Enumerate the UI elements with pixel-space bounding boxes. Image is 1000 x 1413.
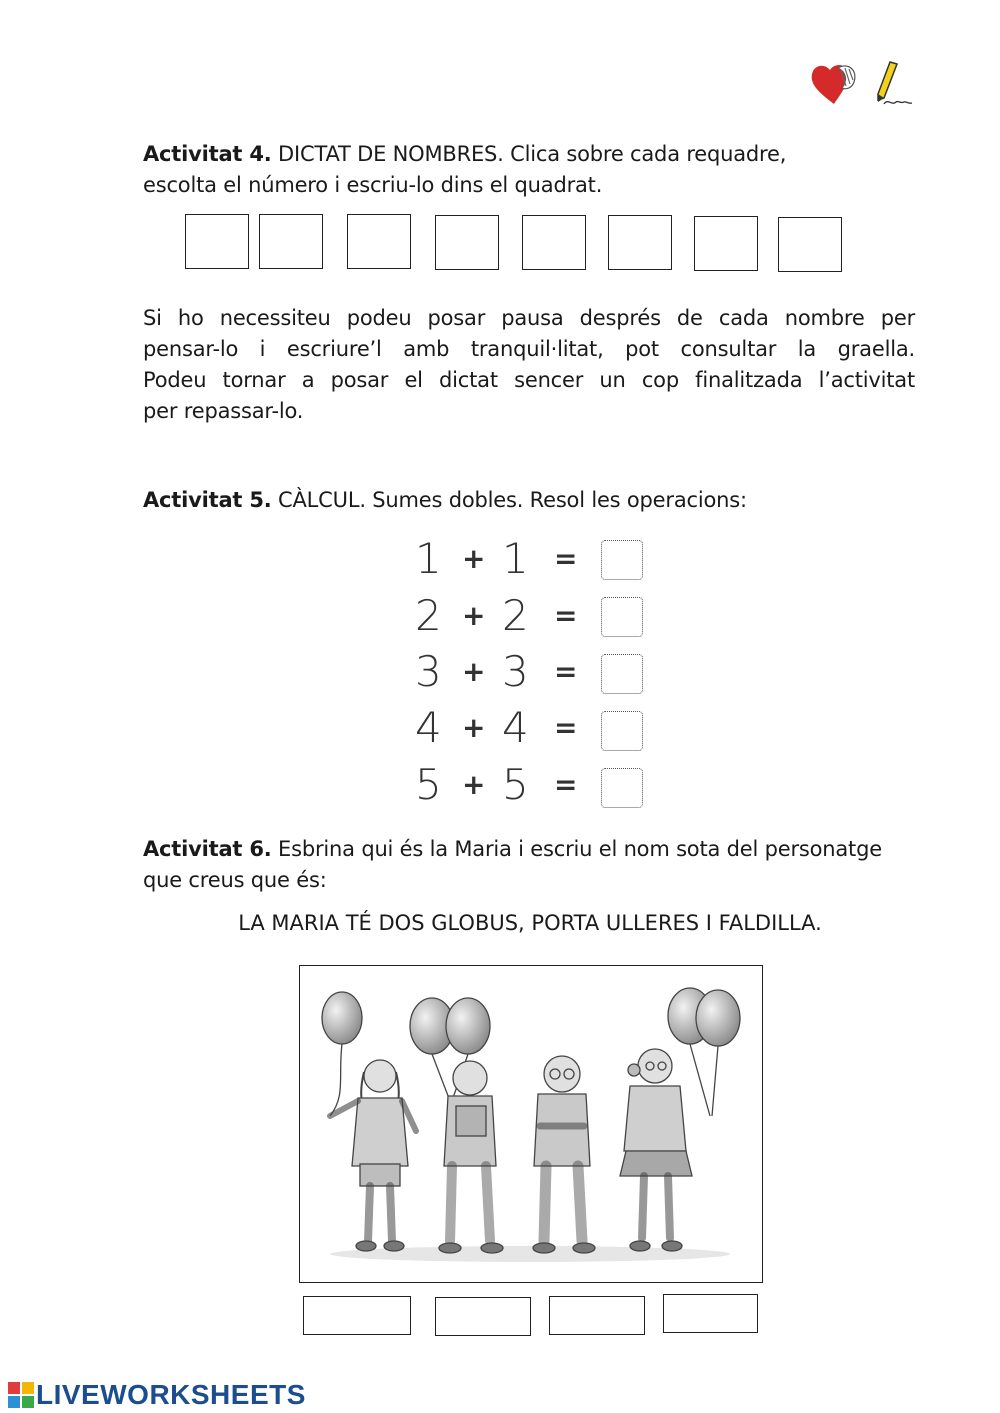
activity6-instruction-line1: Esbrina qui és la Maria i escriu el nom sota del personatge <box>271 837 882 861</box>
operation-row <box>410 648 590 696</box>
equals-sign: = <box>554 542 578 575</box>
child-2 <box>410 998 503 1253</box>
operation-row <box>410 535 590 583</box>
equals-sign: = <box>554 768 578 801</box>
operand-b: 1 <box>502 534 529 583</box>
operation-row <box>410 761 590 809</box>
operand-a: 2 <box>415 591 442 640</box>
note-line: per repassar-lo. <box>143 399 304 423</box>
heart-icon <box>808 60 860 108</box>
dictation-answer-box[interactable] <box>694 216 758 271</box>
activity4-note <box>143 303 915 427</box>
dictation-answer-box[interactable] <box>347 214 411 269</box>
child-1 <box>322 992 416 1251</box>
liveworksheets-grid-icon <box>8 1382 34 1408</box>
plus-sign: + <box>462 599 486 632</box>
child-4 <box>620 988 740 1251</box>
activity4-instruction-line1: DICTAT DE NOMBRES. Clica sobre cada requadre, <box>271 142 787 166</box>
sum-answer-box[interactable] <box>601 768 643 808</box>
children-illustration <box>299 965 763 1283</box>
equals-sign: = <box>554 711 578 744</box>
name-answer-box[interactable] <box>549 1296 645 1335</box>
name-answer-box[interactable] <box>663 1294 758 1333</box>
activity4-instruction-line2: escolta el número i escriu-lo dins el quadrat. <box>143 173 603 197</box>
activity4-title: Activitat 4. <box>143 142 272 166</box>
liveworksheets-brand: LIVEWORKSHEETS <box>36 1379 306 1410</box>
activity6-title: Activitat 6. <box>143 837 272 861</box>
activity6-instruction-line2: que creus que és: <box>143 868 327 892</box>
operand-a: 5 <box>415 760 442 809</box>
operand-a: 4 <box>415 703 442 752</box>
operand-b: 4 <box>502 703 529 752</box>
plus-sign: + <box>462 542 486 575</box>
dictation-answer-box[interactable] <box>778 217 842 272</box>
operand-a: 3 <box>415 647 442 696</box>
dictation-answer-box[interactable] <box>185 214 249 269</box>
liveworksheets-logo <box>8 1378 306 1412</box>
header-logo <box>808 58 918 110</box>
dictation-answer-box[interactable] <box>522 215 586 270</box>
activity4-instruction <box>143 139 923 201</box>
activity5-instruction <box>143 485 923 516</box>
note-line: pensar-lo i escriure’l amb tranquil·litat, pot consultar la graella. <box>143 337 915 361</box>
operand-b: 3 <box>502 647 529 696</box>
dictation-answer-box[interactable] <box>259 214 323 269</box>
equals-sign: = <box>554 599 578 632</box>
child-3 <box>533 1056 595 1253</box>
plus-sign: + <box>462 768 486 801</box>
sum-answer-box[interactable] <box>601 654 643 694</box>
plus-sign: + <box>462 711 486 744</box>
name-answer-box[interactable] <box>435 1297 531 1336</box>
dictation-answer-box[interactable] <box>608 215 672 270</box>
note-line: Podeu tornar a posar el dictat sencer un cop finalitzada l’activitat <box>143 368 915 392</box>
maria-clue: LA MARIA TÉ DOS GLOBUS, PORTA ULLERES I FALDILLA. <box>238 911 822 935</box>
plus-sign: + <box>462 655 486 688</box>
sum-answer-box[interactable] <box>601 711 643 751</box>
note-line: Si ho necessiteu podeu posar pausa després de cada nombre per <box>143 306 915 330</box>
operand-a: 1 <box>415 534 442 583</box>
operand-b: 2 <box>502 591 529 640</box>
operation-row <box>410 592 590 640</box>
equals-sign: = <box>554 655 578 688</box>
sum-answer-box[interactable] <box>601 597 643 637</box>
activity6-instruction <box>143 834 923 896</box>
dictation-answer-box[interactable] <box>435 215 499 270</box>
operand-b: 5 <box>502 760 529 809</box>
sum-answer-box[interactable] <box>601 540 643 580</box>
operation-row <box>410 704 590 752</box>
activity5-title: Activitat 5. <box>143 488 272 512</box>
activity5-instruction-text: CÀLCUL. Sumes dobles. Resol les operacions: <box>271 488 747 512</box>
name-answer-box[interactable] <box>303 1296 411 1335</box>
pencil-icon <box>870 58 918 110</box>
